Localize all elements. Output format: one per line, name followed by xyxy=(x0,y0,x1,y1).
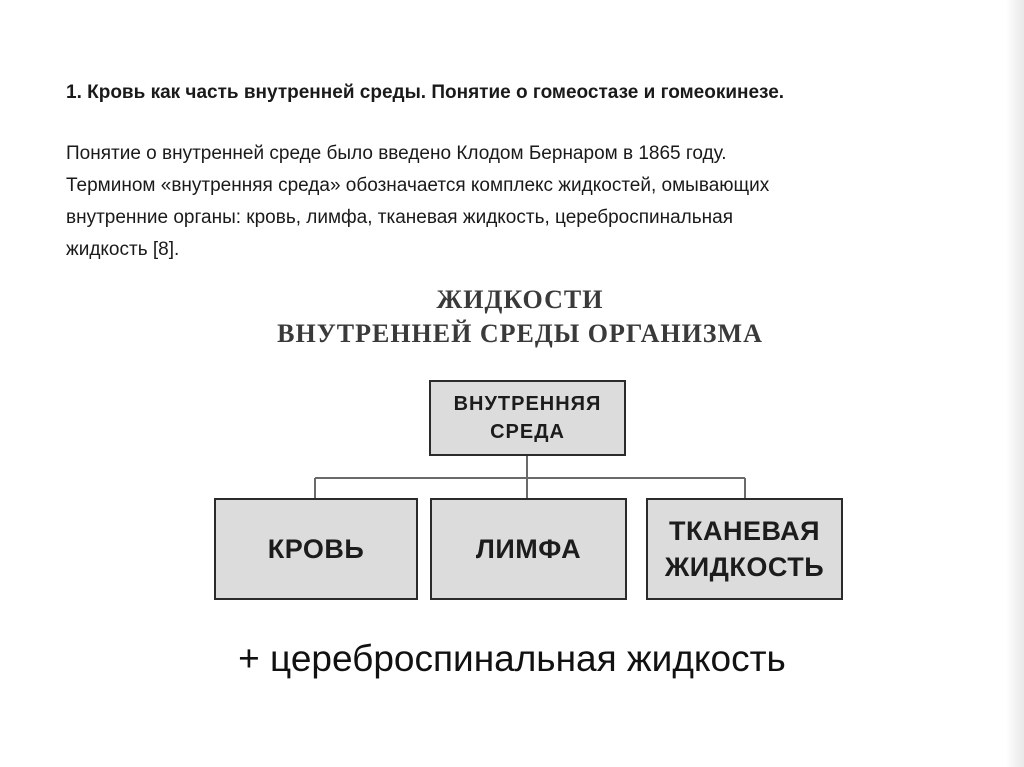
body-line: жидкость [8]. xyxy=(66,239,180,260)
node-label: СРЕДА xyxy=(490,421,565,443)
diagram-title-line: ВНУТРЕННЕЙ СРЕДЫ ОРГАНИЗМА xyxy=(277,319,763,348)
slide-heading: 1. Кровь как часть внутренней среды. Понятие о гомеостазе и гомеокинезе. xyxy=(66,82,785,103)
node-label: ЛИМФА xyxy=(475,534,582,564)
body-line: Понятие о внутренней среде было введено Клодом Бернаром в 1865 году. xyxy=(66,143,727,164)
node-lymph xyxy=(430,498,627,600)
node-tissue-fluid xyxy=(646,498,843,600)
diagram-title-line: ЖИДКОСТИ xyxy=(436,285,604,314)
node-label: ВНУТРЕННЯЯ xyxy=(453,393,602,415)
node-label: ЖИДКОСТЬ xyxy=(664,552,825,582)
node-label: КРОВЬ xyxy=(267,534,365,564)
body-line: внутренние органы: кровь, лимфа, тканевая жидкость, цереброспинальная xyxy=(66,207,734,228)
body-line: Термином «внутренняя среда» обозначается комплекс жидкостей, омывающих xyxy=(66,175,770,196)
node-blood xyxy=(214,498,418,600)
node-internal-environment xyxy=(429,380,626,456)
node-label: ТКАНЕВАЯ xyxy=(668,516,821,546)
footer-note: + цереброспинальная жидкость xyxy=(238,638,786,679)
